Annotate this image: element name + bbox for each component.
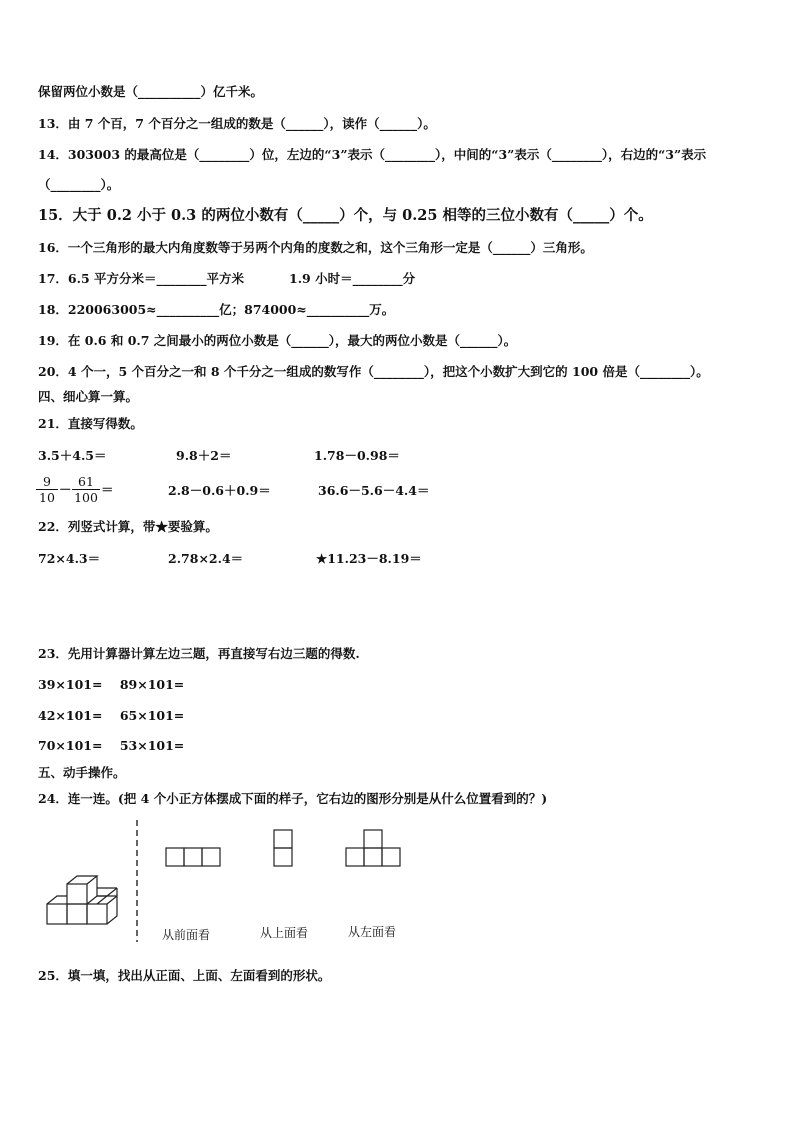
question-14-line1: 14．303003 的最高位是（________）位，左边的“3”表示（________），中间的“3”表示（________），右边的“3”表示	[38, 147, 707, 162]
view-shape-three-in-row	[164, 846, 224, 868]
vertical-calc-1: 72×4.3＝	[38, 551, 101, 566]
fraction-numerator: 61	[78, 474, 94, 489]
question-20: 20．4 个一，5 个百分之一和 8 个千分之一组成的数写作（________），把这个小数扩大到它的 100 倍是（________）。	[38, 364, 709, 379]
question-22: 22．列竖式计算，带★要验算。	[38, 519, 218, 534]
vertical-calc-2: 2.78×2.4＝	[168, 551, 244, 566]
section-4-heading: 四、细心算一算。	[38, 389, 139, 404]
section-5-heading: 五、动手操作。	[38, 765, 126, 780]
calc-1: 3.5＋4.5＝	[38, 448, 107, 463]
fraction-61-100	[72, 474, 100, 505]
calc-2: 9.8＋2＝	[176, 448, 232, 463]
question-18: 18．220063005≈__________亿；874000≈__________万。	[38, 302, 395, 317]
calculator-row-2: 42×101= 65×101=	[38, 708, 185, 723]
question-19: 19．在 0.6 和 0.7 之间最小的两位小数是（______），最大的两位小数是（______）。	[38, 333, 517, 348]
question-23: 23．先用计算器计算左边三题，再直接写右边三题的得数.	[38, 646, 360, 661]
minus-sign: －	[59, 482, 72, 497]
caption-left-view: 从左面看	[348, 925, 397, 939]
fraction-9-10	[36, 474, 58, 505]
question-16: 16．一个三角形的最大内角度数等于另两个内角的度数之和，这个三角形一定是（______）三角形。	[38, 240, 593, 255]
question-14-line2: （________）。	[38, 177, 120, 192]
question-13: 13．由 7 个百，7 个百分之一组成的数是（______），读作（______）。	[38, 116, 436, 131]
question-24: 24．连一连。(把 4 个小正方体摆成下面的样子，它右边的图形分别是从什么位置看到的？)	[38, 791, 548, 806]
question-12-tail: 保留两位小数是（__________）亿千米。	[38, 84, 264, 99]
caption-front-view: 从前面看	[162, 928, 211, 942]
calc-3: 1.78－0.98＝	[314, 448, 400, 463]
dashed-divider	[134, 820, 140, 942]
question-25: 25．填一填，找出从正面、上面、左面看到的形状。	[38, 968, 331, 983]
equals-sign: ＝	[101, 482, 114, 497]
calculator-row-3: 70×101= 53×101=	[38, 738, 185, 753]
question-17-part1: 17．6.5 平方分米＝________平方米	[38, 271, 244, 286]
fraction-numerator: 9	[43, 474, 51, 489]
question-17-part2: 1.9 小时＝________分	[289, 271, 416, 286]
vertical-calc-3: ★11.23－8.19＝	[316, 551, 422, 566]
view-shape-t-shape	[344, 828, 404, 870]
question-21: 21．直接写得数。	[38, 416, 143, 431]
calc-5: 2.8－0.6＋0.9＝	[168, 483, 271, 498]
question-15: 15．大于 0.2 小于 0.3 的两位小数有（_____）个，与 0.25 相等的三位小数有（_____）个。	[38, 207, 653, 224]
fraction-denominator: 10	[39, 490, 55, 505]
view-shape-two-stacked	[272, 828, 296, 870]
calculator-row-1: 39×101= 89×101=	[38, 677, 185, 692]
cube-stack-figure	[44, 866, 128, 928]
fraction-denominator: 100	[74, 490, 98, 505]
caption-top-view: 从上面看	[260, 926, 309, 940]
calc-6: 36.6－5.6－4.4＝	[318, 483, 430, 498]
